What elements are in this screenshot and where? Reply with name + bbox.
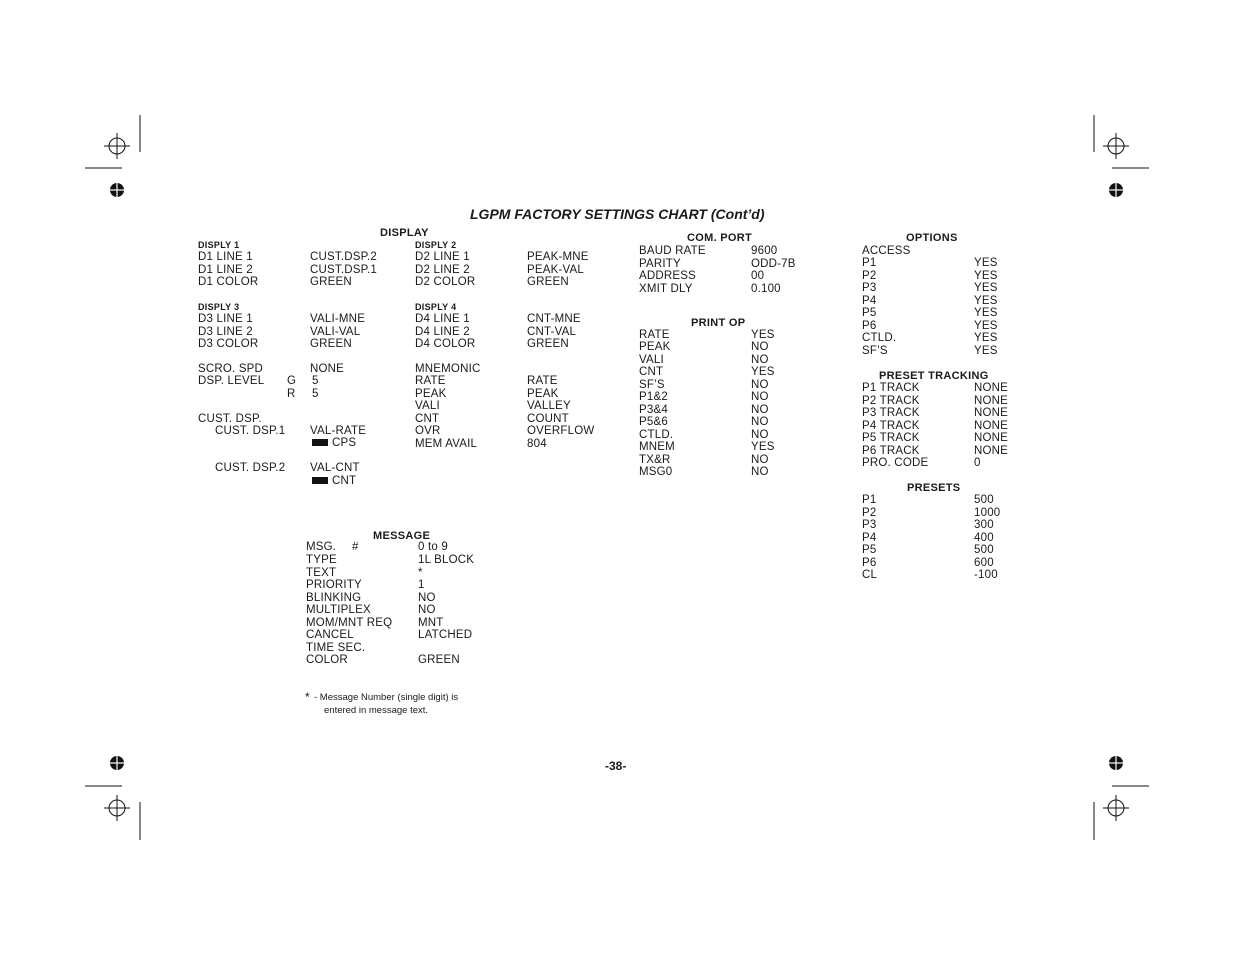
- custom-display2-label: CUST. DSP.2: [215, 462, 286, 474]
- row-value: YES: [974, 294, 998, 307]
- row-label: P6: [862, 319, 877, 332]
- row-label: RATE: [415, 375, 446, 387]
- display-heading: DISPLAY: [380, 227, 429, 239]
- row-value: LATCHED: [418, 629, 473, 641]
- row-value: VALI-VAL: [310, 325, 361, 338]
- row-label: CNT: [639, 366, 664, 379]
- row-label: D1 COLOR: [198, 276, 259, 288]
- row-label: D2 LINE 1: [415, 251, 470, 263]
- row-label: D2 LINE 2: [415, 263, 470, 276]
- row-value: NO: [751, 353, 769, 366]
- row-value: 804: [527, 437, 547, 450]
- message-number-label: MSG.: [306, 541, 337, 553]
- row-label: PEAK: [639, 341, 671, 354]
- row-label: TEXT: [306, 566, 337, 579]
- row-value: NO: [418, 604, 436, 616]
- row-value: NO: [751, 378, 769, 391]
- scroll-speed-value: NONE: [310, 363, 345, 375]
- custom-display2-value: VAL-CNT: [310, 462, 360, 474]
- row-label: MOM/MNT REQ: [306, 616, 393, 629]
- custom-display1-unit: CPS: [312, 437, 356, 450]
- display-level-g-label: G: [287, 375, 297, 387]
- row-value: YES: [974, 269, 998, 282]
- row-label: P2 TRACK: [862, 394, 920, 407]
- custom-display1-value: VAL-RATE: [310, 425, 367, 437]
- message-number-value: 0 to 9: [418, 541, 448, 553]
- row-value: NO: [751, 416, 769, 429]
- row-value: 300: [974, 519, 994, 531]
- row-label: CTLD.: [639, 428, 674, 441]
- row-label: PRO. CODE: [862, 457, 929, 469]
- note-asterisk: *: [305, 690, 310, 704]
- row-label: RATE: [639, 329, 670, 341]
- row-label: P1&2: [639, 391, 668, 404]
- row-value: NO: [751, 465, 769, 478]
- color-swatch-icon: [312, 477, 328, 484]
- row-value: 0: [974, 457, 981, 469]
- row-label: P6 TRACK: [862, 444, 920, 457]
- row-label: VALI: [639, 353, 664, 366]
- row-label: D4 LINE 1: [415, 313, 470, 325]
- row-label: XMIT DLY: [639, 282, 693, 295]
- row-label: TIME SEC.: [306, 641, 366, 654]
- row-value: NO: [751, 341, 769, 354]
- row-label: MULTIPLEX: [306, 604, 371, 616]
- row-label: MSG0: [639, 465, 673, 478]
- row-value: CNT-VAL: [527, 325, 577, 338]
- note-line-1: - Message Number (single digit) is: [314, 692, 459, 703]
- row-label: D4 LINE 2: [415, 325, 470, 338]
- row-value: OVERFLOW: [527, 425, 595, 437]
- row-label: P4: [862, 531, 877, 544]
- row-value: NO: [751, 403, 769, 416]
- row-label: P3&4: [639, 403, 668, 416]
- row-value: CUST.DSP.2: [310, 251, 377, 263]
- row-value: VALLEY: [527, 400, 571, 412]
- row-value: NONE: [974, 432, 1009, 444]
- row-value: GREEN: [310, 338, 352, 350]
- row-label: VALI: [415, 400, 440, 412]
- row-label: P2: [862, 506, 877, 519]
- options-access-label: ACCESS: [862, 245, 911, 257]
- custom-display2-unit: CNT: [312, 475, 356, 488]
- row-label: BAUD RATE: [639, 245, 706, 257]
- row-label: P3: [862, 519, 877, 531]
- row-label: ADDRESS: [639, 270, 696, 282]
- row-value: NONE: [974, 444, 1009, 457]
- row-label: P3: [862, 282, 877, 294]
- row-value: 0.100: [751, 282, 781, 295]
- color-swatch-icon: [312, 439, 328, 446]
- row-value: PEAK-MNE: [527, 251, 589, 263]
- row-value: GREEN: [418, 654, 460, 666]
- display-level-r-label: R: [287, 388, 296, 400]
- row-label: SF’S: [639, 378, 665, 391]
- row-value: YES: [974, 282, 998, 294]
- row-value: NONE: [974, 407, 1009, 419]
- row-value: 1: [418, 579, 425, 591]
- row-value: YES: [974, 319, 998, 332]
- print-op-heading: PRINT OP: [691, 317, 746, 329]
- row-label: D3 LINE 2: [198, 325, 253, 338]
- row-value: RATE: [527, 375, 558, 387]
- row-value: NO: [751, 453, 769, 466]
- custom-display-label: CUST. DSP.: [198, 413, 262, 425]
- row-value: 600: [974, 556, 994, 569]
- com-port-heading: COM. PORT: [687, 232, 753, 244]
- custom-display1-label: CUST. DSP.1: [215, 425, 286, 437]
- presets-heading: PRESETS: [907, 482, 961, 494]
- mnemonic-heading: MNEMONIC: [415, 363, 481, 375]
- row-value: COUNT: [527, 412, 569, 425]
- scroll-speed-label: SCRO. SPD: [198, 363, 264, 375]
- row-value: CNT-MNE: [527, 313, 581, 325]
- row-label: MEM AVAIL: [415, 437, 478, 450]
- row-label: P5: [862, 544, 877, 556]
- row-label: P3 TRACK: [862, 407, 920, 419]
- row-value: YES: [751, 366, 775, 379]
- note-line-2: entered in message text.: [324, 705, 429, 716]
- row-value: 00: [751, 270, 765, 282]
- row-value: 1000: [974, 506, 1001, 519]
- row-value: NONE: [974, 382, 1009, 394]
- row-value: NONE: [974, 419, 1009, 432]
- row-label: MNEM: [639, 441, 675, 454]
- row-value: GREEN: [527, 338, 569, 350]
- row-value: MNT: [418, 616, 444, 629]
- row-value: YES: [974, 332, 998, 344]
- row-value: YES: [974, 344, 998, 357]
- row-value: NONE: [974, 394, 1009, 407]
- row-label: TYPE: [306, 554, 337, 566]
- row-label: P1: [862, 257, 877, 269]
- row-value: 500: [974, 494, 994, 506]
- row-label: D1 LINE 2: [198, 263, 253, 276]
- row-label: P5&6: [639, 416, 668, 429]
- row-value: YES: [974, 307, 998, 319]
- row-label: P2: [862, 269, 877, 282]
- row-value: YES: [751, 441, 775, 454]
- row-label: TX&R: [639, 453, 671, 466]
- row-value: YES: [751, 329, 775, 341]
- row-label: P4: [862, 294, 877, 307]
- row-value: CUST.DSP.1: [310, 263, 377, 276]
- row-value: GREEN: [527, 276, 569, 288]
- row-value: 1L BLOCK: [418, 554, 475, 566]
- row-value: 500: [974, 544, 994, 556]
- preset-tracking-heading: PRESET TRACKING: [879, 370, 989, 382]
- display-level-r-value: 5: [312, 388, 319, 400]
- row-label: P4 TRACK: [862, 419, 920, 432]
- row-value: YES: [974, 257, 998, 269]
- display2-heading: DISPLY 2: [415, 240, 457, 250]
- display1-heading: DISPLY 1: [198, 240, 240, 250]
- row-label: D1 LINE 1: [198, 251, 253, 263]
- row-value: *: [418, 566, 423, 579]
- row-label: P1: [862, 494, 877, 506]
- row-label: D4 COLOR: [415, 338, 476, 350]
- row-value: NO: [751, 428, 769, 441]
- page-number: -38-: [605, 759, 627, 773]
- row-value: 400: [974, 531, 994, 544]
- display-level-label: DSP. LEVEL: [198, 375, 265, 387]
- page-title: LGPM FACTORY SETTINGS CHART (Cont’d): [470, 206, 765, 222]
- row-label: D3 LINE 1: [198, 313, 253, 325]
- row-label: P1 TRACK: [862, 382, 920, 394]
- row-label: P6: [862, 556, 877, 569]
- row-value: NO: [751, 391, 769, 404]
- row-value: GREEN: [310, 276, 352, 288]
- row-label: CNT: [415, 412, 440, 425]
- row-value: -100: [974, 569, 998, 581]
- row-label: PARITY: [639, 257, 681, 270]
- options-heading: OPTIONS: [906, 232, 958, 244]
- row-label: D3 COLOR: [198, 338, 259, 350]
- row-label: SF’S: [862, 344, 888, 357]
- row-label: P5: [862, 307, 877, 319]
- row-label: CANCEL: [306, 629, 354, 641]
- row-value: 9600: [751, 245, 778, 257]
- row-label: PRIORITY: [306, 579, 362, 591]
- row-label: P5 TRACK: [862, 432, 920, 444]
- row-label: CL: [862, 569, 878, 581]
- row-label: BLINKING: [306, 591, 362, 604]
- message-heading: MESSAGE: [373, 530, 431, 542]
- display-level-g-value: 5: [312, 375, 319, 387]
- row-label: COLOR: [306, 654, 348, 666]
- row-label: CTLD.: [862, 332, 897, 344]
- row-value: NO: [418, 591, 436, 604]
- display3-heading: DISPLY 3: [198, 302, 240, 312]
- row-value: ODD-7B: [751, 257, 796, 270]
- row-value: PEAK-VAL: [527, 263, 584, 276]
- row-value: VALI-MNE: [310, 313, 366, 325]
- row-value: PEAK: [527, 387, 559, 400]
- row-label: D2 COLOR: [415, 276, 476, 288]
- display4-heading: DISPLY 4: [415, 302, 457, 312]
- message-number-hash: #: [352, 541, 359, 553]
- row-label: OVR: [415, 425, 441, 437]
- row-label: PEAK: [415, 387, 447, 400]
